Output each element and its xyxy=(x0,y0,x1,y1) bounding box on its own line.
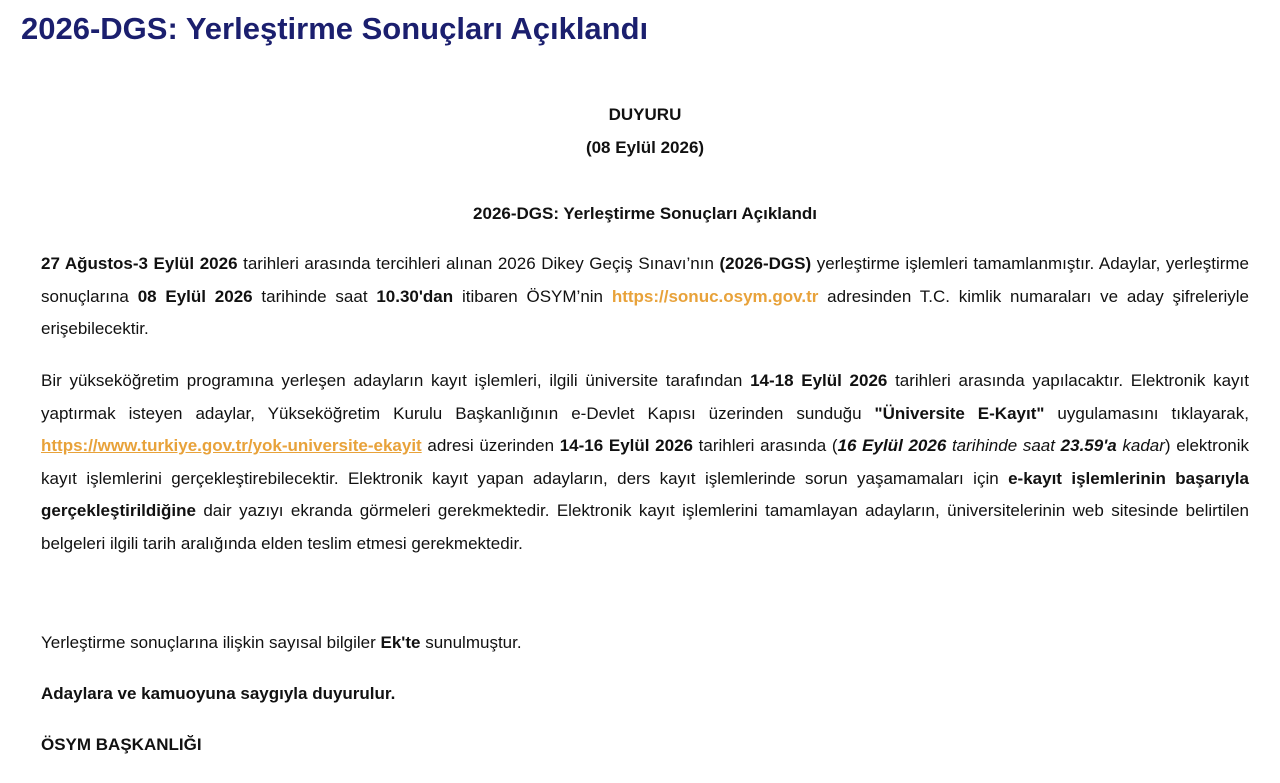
result-date: 08 Eylül 2026 xyxy=(137,286,253,306)
paragraph-text: adresi üzerinden xyxy=(421,436,560,455)
results-link[interactable]: https://sonuc.osym.gov.tr xyxy=(611,286,819,306)
paragraph-text: adresinden T.C. kimlik numaraları ve aday şifreleriyle erişebilecektir. xyxy=(41,286,1249,338)
paragraph-text: tarihleri arasında ( xyxy=(692,436,838,455)
ekayit-dates: 14-16 Eylül 2026 xyxy=(559,436,693,455)
paragraph-text: tarihinde saat xyxy=(252,286,377,306)
paragraph-text: Yerleştirme sonuçlarına ilişkin sayısal bilgiler xyxy=(41,633,381,652)
announcement-date: (08 Eylül 2026) xyxy=(585,138,705,157)
paragraph-text: tarihleri arasında yapılacaktır. Elektronik kayıt yaptırmak isteyen adaylar, Yükseköğretim Kurulu Başkanlığının e-Devlet Kapısı üzerinden sunduğu xyxy=(41,371,1249,423)
paragraph-text: sunulmuştur. xyxy=(420,633,522,652)
paragraph-text: tarihinde saat xyxy=(946,436,1061,455)
annex-label: Ek'te xyxy=(380,633,421,652)
paragraph-text: ) elektronik kayıt işlemlerini gerçekleştirebilecektir. Elektronik kayıt yapan adayların, ders kayıt işlemlerinde sorun yaşamamaları için xyxy=(41,436,1249,488)
closing-line xyxy=(41,678,395,711)
deadline-time: 23.59'a xyxy=(1060,436,1117,455)
ekayit-link[interactable]: https://www.turkiye.gov.tr/yok-universite-ekayit xyxy=(41,436,422,455)
announcement-subtitle: 2026-DGS: Yerleştirme Sonuçları Açıklandı xyxy=(473,204,817,223)
paragraph-results xyxy=(41,248,1249,346)
registration-dates: 14-18 Eylül 2026 xyxy=(750,371,888,390)
app-name: "Üniversite E-Kayıt" xyxy=(874,403,1045,423)
paragraph-text: itibaren ÖSYM’nin xyxy=(453,286,612,306)
paragraph-annex xyxy=(41,627,522,660)
page-title: 2026-DGS: Yerleştirme Sonuçları Açıklandı xyxy=(21,11,649,46)
paragraph-text: Bir yükseköğretim programına yerleşen adayların kayıt işlemleri, ilgili üniversite tarafından xyxy=(41,371,751,390)
announcement-heading: DUYURU xyxy=(608,105,682,124)
paragraph-text: yerleştirme işlemleri tamamlanmıştır. Adaylar, yerleştirme sonuçlarına xyxy=(41,254,1249,306)
deadline-date: 16 Eylül 2026 xyxy=(837,436,947,455)
result-time: 10.30'dan xyxy=(376,286,454,306)
paragraph-text: kadar xyxy=(1116,436,1165,455)
paragraph-text: dair yazıyı ekranda görmeleri gerekmektedir. Elektronik kayıt işlemlerini tamamlayan adayların, üniversitelerinin web sitesinde belirtilen belgeleri ilgili tarih aralığında elden teslim etmesi gerekmektedir. xyxy=(41,501,1249,553)
date-range: 27 Ağustos-3 Eylül 2026 xyxy=(41,254,238,273)
success-emphasis: e-kayıt işlemlerinin başarıyla gerçekleştirildiğine xyxy=(41,468,1249,520)
signature-text: ÖSYM BAŞKANLIĞI xyxy=(41,735,202,754)
paragraph-registration xyxy=(41,365,1249,560)
exam-code: (2026-DGS) xyxy=(719,254,812,273)
closing-text: Adaylara ve kamuoyuna saygıyla duyurulur. xyxy=(41,684,396,703)
paragraph-text: uygulamasını tıklayarak, xyxy=(1044,403,1249,423)
signature xyxy=(41,729,202,762)
paragraph-text: tarihleri arasında tercihleri alınan 2026 Dikey Geçiş Sınavı’nın xyxy=(237,254,720,273)
